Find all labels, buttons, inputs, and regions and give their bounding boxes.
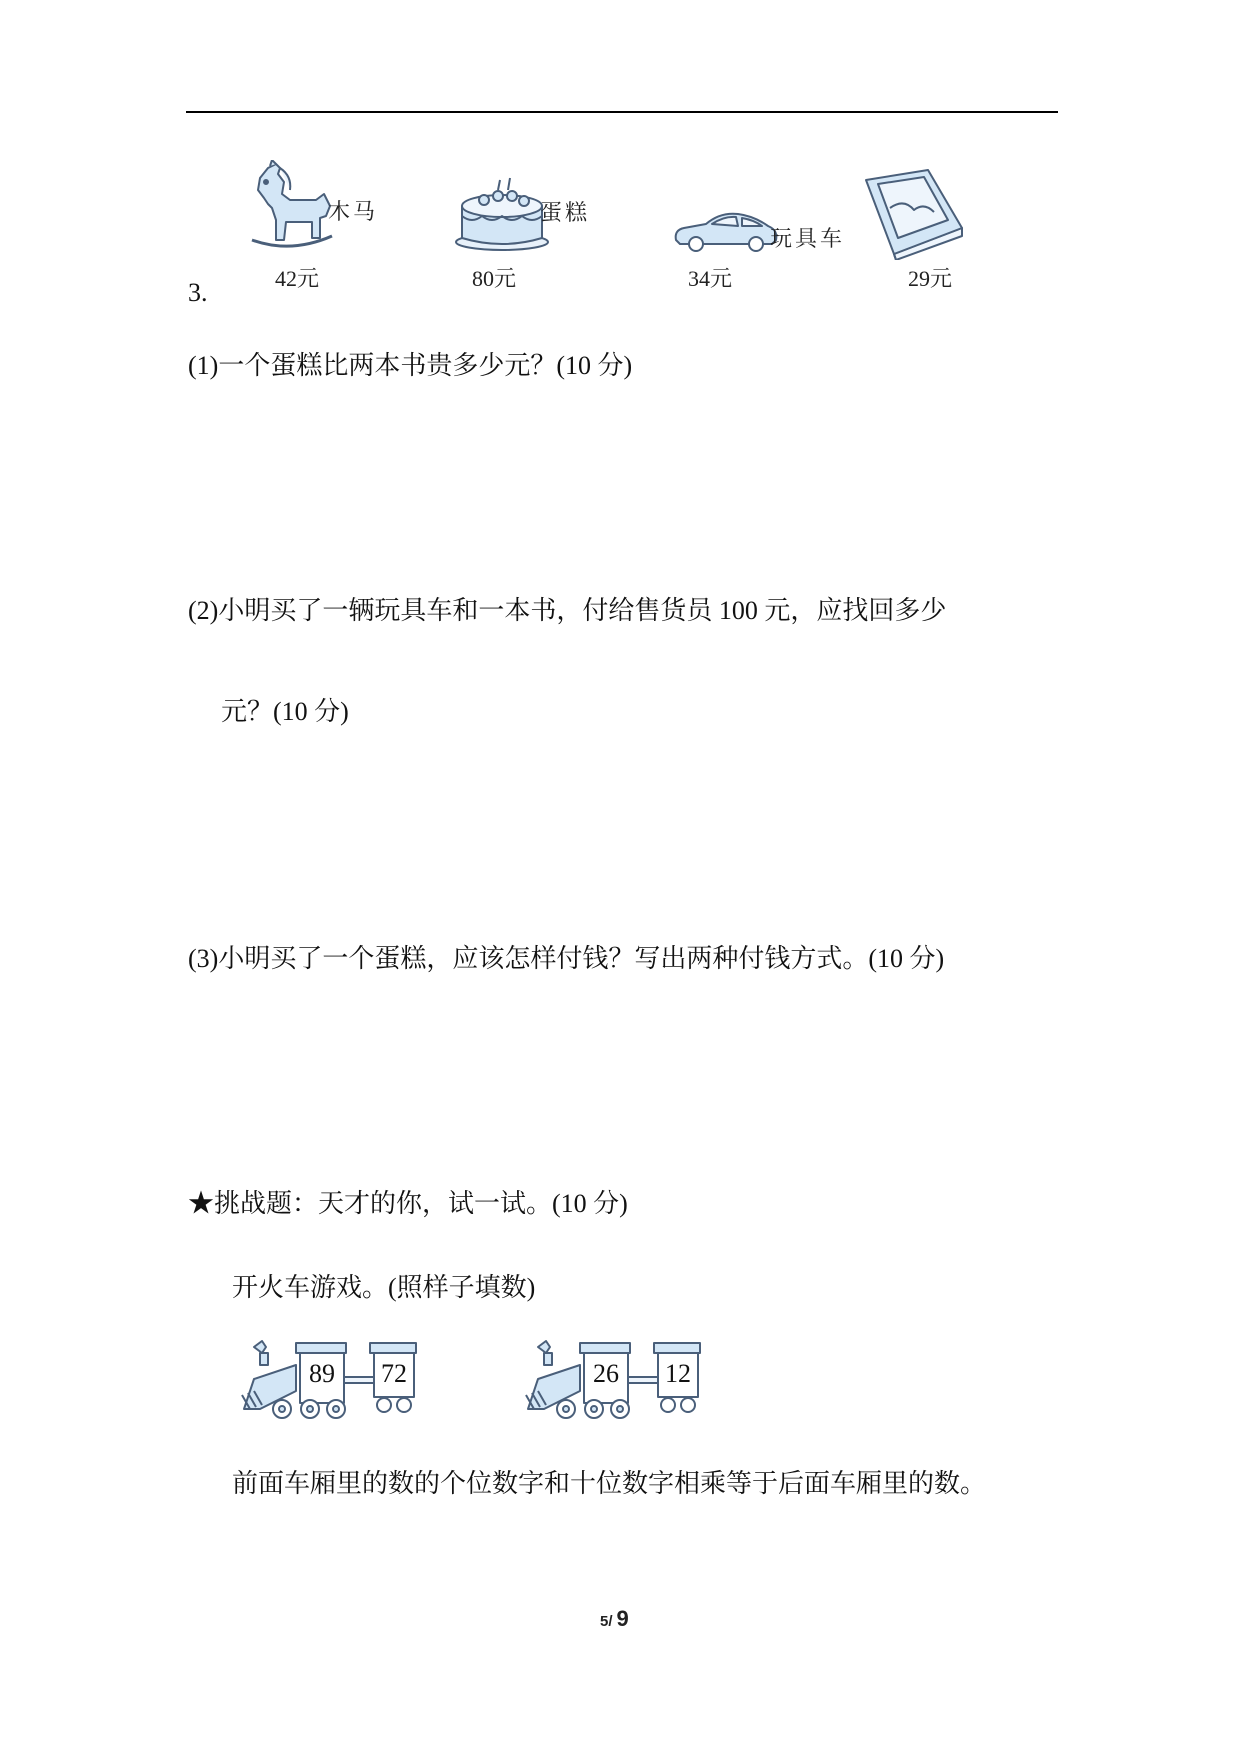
challenge-title: ★挑战题：天才的你，试一试。(10 分): [188, 1189, 628, 1218]
sub-question-3: (3)小明买了一个蛋糕，应该怎样付钱？写出两种付钱方式。(10 分): [188, 944, 945, 973]
challenge-instruction: 开火车游戏。(照样子填数): [232, 1273, 536, 1302]
question-number: 3.: [188, 278, 208, 307]
sub-question-2-line-1: (2)小明买了一辆玩具车和一本书，付给售货员 100 元，应找回多少: [188, 596, 947, 625]
page-number: [600, 1606, 629, 1632]
item-label-car: 玩具车: [770, 227, 846, 252]
challenge-rule: 前面车厢里的数的个位数字和十位数字相乘等于后面车厢里的数。: [232, 1469, 987, 1498]
item-label-horse: 木马: [328, 200, 379, 225]
header-rule: [186, 111, 1058, 113]
train-front-number: 89: [309, 1359, 335, 1388]
page-current: 5/: [600, 1613, 613, 1630]
train-example: [240, 1335, 435, 1421]
item-price-car: 34元: [688, 266, 733, 291]
page-total: 9: [616, 1606, 629, 1631]
cake-icon: [452, 172, 552, 252]
train-back-number: 72: [381, 1359, 407, 1388]
item-price-cake: 80元: [472, 266, 517, 291]
train-front-number: 26: [593, 1359, 619, 1388]
item-price-horse: 42元: [275, 266, 320, 291]
sub-question-1: (1)一个蛋糕比两本书贵多少元？(10 分): [188, 351, 633, 380]
book-icon: [864, 168, 968, 260]
train-back-number: 12: [665, 1359, 691, 1388]
item-price-book: 29元: [908, 266, 953, 291]
rocking-horse-icon: [246, 160, 336, 252]
toy-car-icon: [672, 206, 780, 254]
item-label-cake: 蛋糕: [540, 201, 591, 226]
sub-question-2-line-2: 元？(10 分): [221, 697, 349, 726]
train-puzzle: [524, 1335, 719, 1421]
